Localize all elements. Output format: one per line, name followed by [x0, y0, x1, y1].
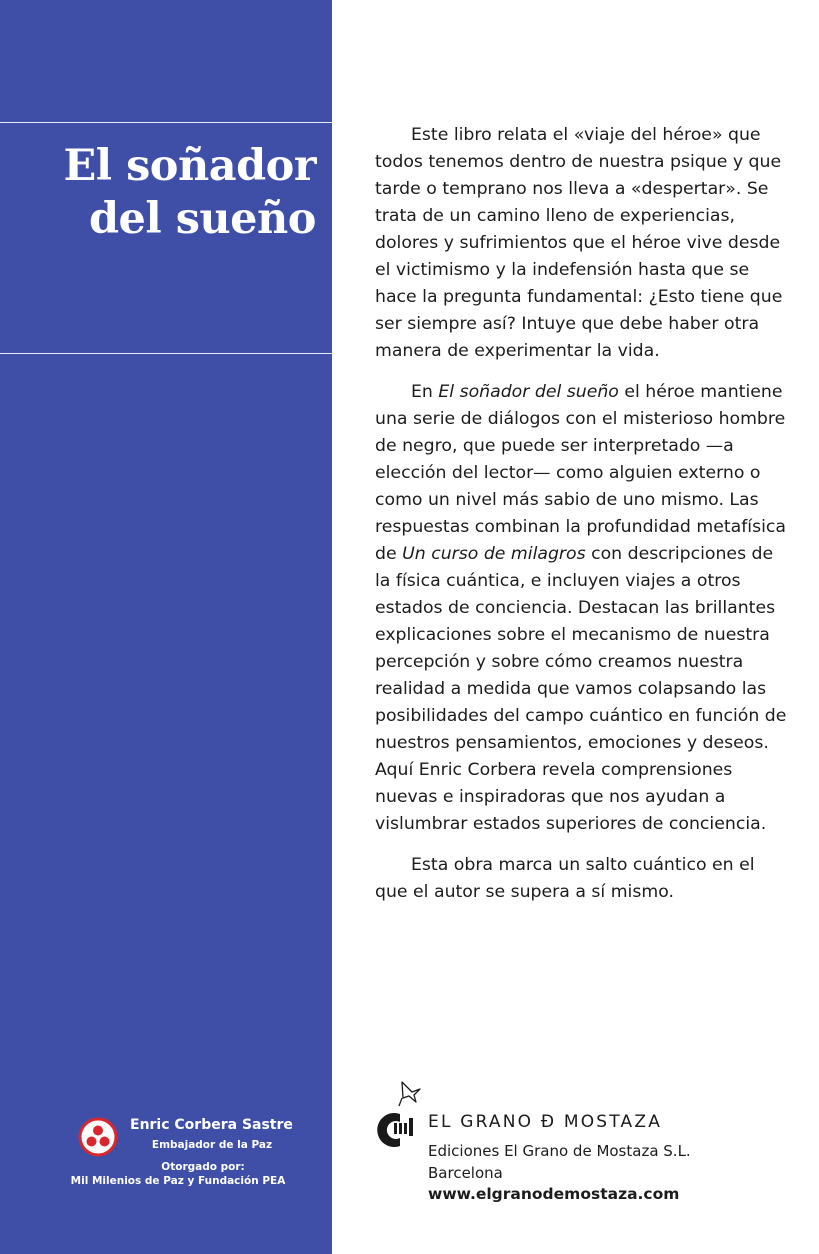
publisher-company: Ediciones El Grano de Mostaza S.L.	[428, 1142, 691, 1160]
synopsis	[375, 122, 790, 920]
cover-side-panel	[0, 0, 332, 1254]
title-top-rule	[0, 122, 332, 123]
mustard-seed-dove-logo-icon	[372, 1080, 428, 1152]
synopsis-book-title: El soñador del sueño	[438, 382, 619, 402]
author-name: Enric Corbera Sastre	[130, 1117, 293, 1133]
award-given-by-label: Otorgado por:	[161, 1161, 245, 1173]
synopsis-paragraph-1: Este libro relata el «viaje del héroe» que todos tenemos dentro de nuestra psique y que tarde o temprano nos lleva a «despertar». Se trata de un camino lleno de experiencias, dolores y sufrimientos que el héroe vive desde el victimismo y la indefensión hasta que se hace la pregunta fundamental: ¿Esto tiene que ser siempre así? Intuye que debe haber otra manera de experimentar la vida.	[375, 125, 783, 361]
synopsis-p2-end: con descripciones de la física cuántica, e incluyen viajes a otros estados de conciencia. Destacan las brillantes explicaciones sobre el mecanismo de nuestra percepción y sobre cómo creamos nuestra realidad a medida que vamos colapsando las posibilidades del campo cuántico en función de nuestros pensamientos, emociones y deseos. Aquí Enric Corbera revela comprensiones nuevas e inspiradoras que nos ayudan a vislumbrar estados superiores de conciencia.	[375, 544, 787, 834]
book-title-line-1: El soñador	[63, 141, 316, 191]
publisher-brand: EL GRANO Ð MOSTAZA	[428, 1112, 663, 1132]
publisher-city: Barcelona	[428, 1164, 503, 1182]
synopsis-paragraph-3: Esta obra marca un salto cuántico en el que el autor se supera a sí mismo.	[375, 855, 755, 902]
book-title	[16, 140, 316, 246]
book-title-line-2: del sueño	[88, 194, 316, 244]
synopsis-p2-middle: el héroe mantiene una serie de diálogos con el misterioso hombre de negro, que puede ser interpretado —a elección del lector— como alguien externo o como un nivel más sabio de uno mismo. Las respuestas combinan la profundidad metafísica de	[375, 382, 786, 564]
synopsis-p2-intro: En	[411, 382, 439, 402]
peace-ambassador-emblem-icon	[78, 1117, 118, 1157]
author-title: Embajador de la Paz	[151, 1139, 273, 1151]
award-organizations: Mil Milenios de Paz y Fundación PEA	[70, 1175, 286, 1187]
title-bottom-rule	[0, 353, 332, 354]
publisher-website[interactable]: www.elgranodemostaza.com	[428, 1185, 680, 1203]
synopsis-paragraph-2	[375, 379, 790, 838]
synopsis-reference-title: Un curso de milagros	[402, 544, 586, 564]
